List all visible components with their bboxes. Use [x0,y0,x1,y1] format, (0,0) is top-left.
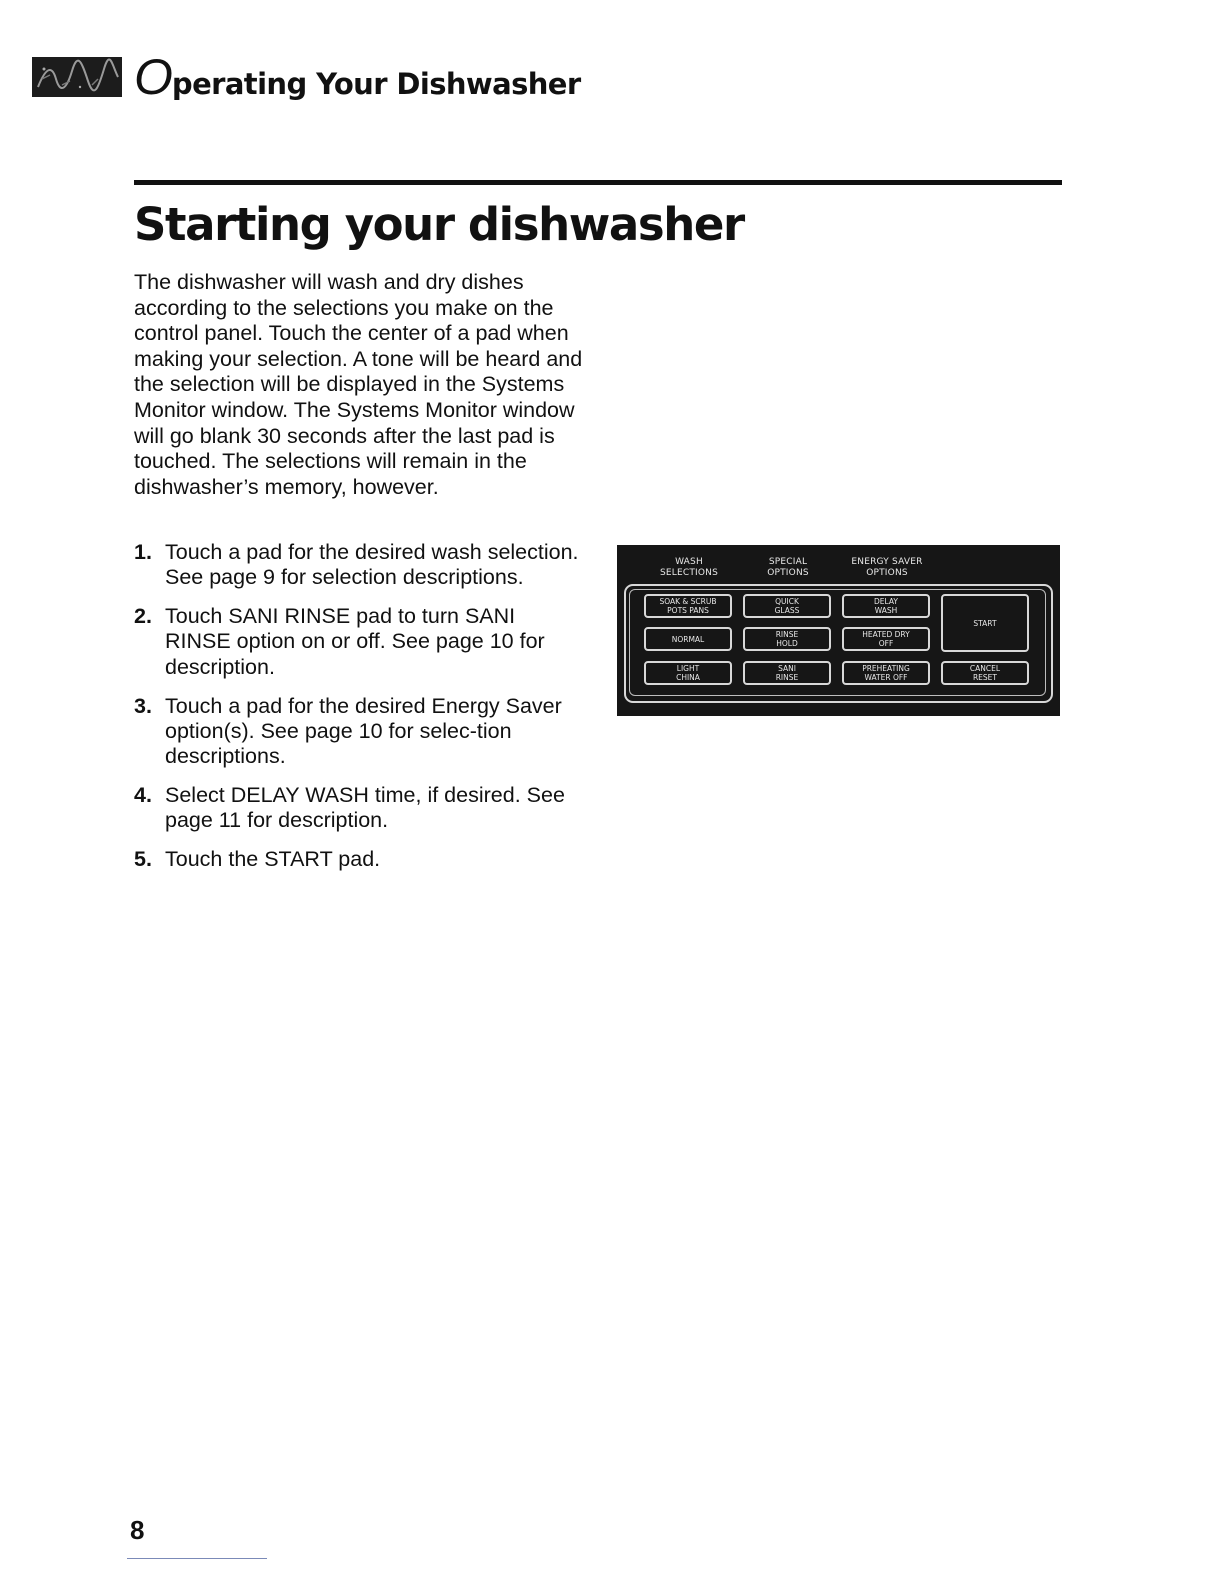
step-number: 5. [134,847,152,872]
heading-energy-saver-options: ENERGY SAVER OPTIONS [851,557,923,578]
section-header-text: perating Your Dishwasher [171,67,581,101]
step-text: Select DELAY WASH time, if desired. See page 11 for description. [165,783,565,833]
section-header [134,48,581,106]
pad-light-china: LIGHT CHINA [644,661,732,685]
footer-rule [127,1558,267,1559]
steps-list [134,540,584,886]
pad-cancel-reset: CANCEL RESET [941,661,1029,685]
page-number: 8 [130,1515,145,1545]
step-item [134,540,584,590]
page-title: Starting your dishwasher [134,198,744,251]
pad-delay-wash: DELAY WASH [842,594,930,618]
step-number: 4. [134,783,152,808]
brand-logo [32,57,122,97]
pad-normal: NORMAL [644,627,732,651]
step-text: Touch SANI RINSE pad to turn SANI RINSE option on or off. See page 10 for description. [165,604,545,679]
step-text: Touch a pad for the desired Energy Saver option(s). See page 10 for selec-tion descriptions. [165,693,562,769]
header-rule [134,180,1062,185]
step-text: Touch the START pad. [165,847,381,872]
step-item [134,847,584,872]
intro-paragraph: The dishwasher will wash and dry dishes according to the selections you make on the control panel. Touch the center of a pad when making your selection. A tone will be heard and the selection will be displayed in the Systems Monitor window. The Systems Monitor window will go blank 30 seconds after the last pad is touched. The selections will remain in the dishwasher’s memory, however. [134,270,583,499]
step-item [134,604,584,680]
pad-soak-scrub: SOAK & SCRUB POTS PANS [644,594,732,618]
control-panel-illustration [617,545,1060,716]
step-item [134,694,584,770]
section-header-initial: O [134,49,172,105]
pad-heated-dry-off: HEATED DRY OFF [842,627,930,651]
step-text: Touch a pad for the desired wash selection. See page 9 for selection descriptions. [165,540,579,590]
step-number: 3. [134,693,152,718]
step-number: 2. [134,604,152,629]
step-number: 1. [134,540,152,564]
pad-quick-glass: QUICK GLASS [743,594,831,618]
pad-rinse-hold: RINSE HOLD [743,627,831,651]
brand-script-graphic [32,57,122,97]
heading-special-options: SPECIAL OPTIONS [767,557,809,578]
pad-start: START [941,594,1029,652]
pad-sani-rinse: SANI RINSE [743,661,831,685]
pad-preheating-water-off: PREHEATING WATER OFF [842,661,930,685]
step-item [134,783,584,833]
heading-wash-selections: WASH SELECTIONS [659,557,719,578]
